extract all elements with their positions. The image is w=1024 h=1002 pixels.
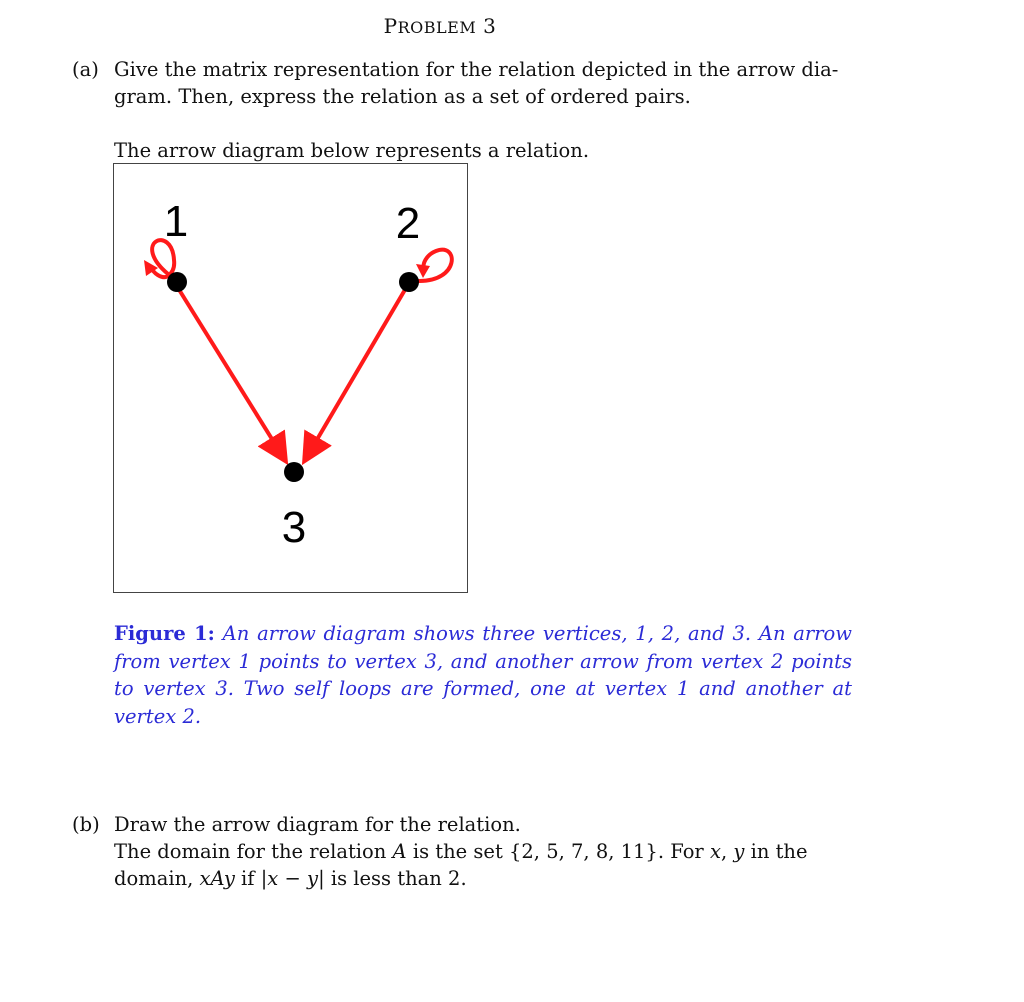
abs-x: x	[267, 867, 279, 890]
edge-1-to-3	[178, 288, 285, 460]
part-b-line-2-end: in the	[744, 840, 808, 863]
part-b-line-3-start: domain,	[114, 867, 200, 890]
relation-variable: A	[392, 840, 407, 863]
vertex-3	[284, 462, 304, 482]
minus-sign: −	[278, 867, 308, 890]
arrow-diagram-figure	[113, 163, 468, 593]
vertex-2-label: 2	[395, 199, 421, 248]
vertex-1	[167, 272, 187, 292]
part-b-line-3	[114, 865, 862, 892]
part-b-line-3-mid: if |	[234, 867, 268, 890]
problem-title-initial: P	[383, 14, 398, 38]
edge-2-to-3	[305, 288, 406, 460]
self-loop-2-head	[416, 264, 430, 278]
problem-title-rest: ROBLEM	[397, 18, 477, 37]
part-b-label: (b)	[72, 813, 100, 836]
part-b-body	[114, 811, 862, 892]
part-a-body	[114, 56, 862, 110]
part-a	[72, 56, 862, 110]
part-b-line-2	[114, 838, 862, 865]
arrow-diagram	[114, 164, 469, 594]
part-b-line-3-end: | is less than 2.	[318, 867, 467, 890]
part-b-line-2-comma: ,	[720, 840, 734, 863]
part-a-line-2: gram. Then, express the relation as a set of ordered pairs.	[114, 85, 691, 108]
part-b-line-2-start: The domain for the relation	[114, 840, 393, 863]
vertex-2	[399, 272, 419, 292]
relation-expression: xAy	[199, 867, 235, 890]
part-b	[72, 811, 862, 892]
part-b-line-1: Draw the arrow diagram for the relation.	[114, 813, 521, 836]
vertex-3-label: 3	[281, 503, 307, 552]
figure-caption	[114, 620, 852, 730]
abs-y: y	[307, 867, 319, 890]
problem-number: 3	[483, 14, 497, 38]
variable-x: x	[709, 840, 721, 863]
part-b-line-2-mid: is the set {2, 5, 7, 8, 11}. For	[406, 840, 710, 863]
figure-label: Figure 1:	[114, 622, 215, 645]
diagram-intro: The arrow diagram below represents a relation.	[114, 139, 590, 162]
part-a-line-1: Give the matrix representation for the relation depicted in the arrow dia-	[114, 58, 839, 81]
variable-y: y	[733, 840, 745, 863]
vertex-1-label: 1	[163, 197, 189, 246]
part-a-label: (a)	[72, 58, 99, 81]
problem-title	[0, 14, 880, 38]
figure-caption-text: An arrow diagram shows three vertices, 1, 2, and 3. An arrow from vertex 1 points to vertex 3, and another arrow from vertex 2 points to vertex 3. Two self loops are formed, one at vertex 1 and another at vertex 2.	[114, 622, 852, 728]
